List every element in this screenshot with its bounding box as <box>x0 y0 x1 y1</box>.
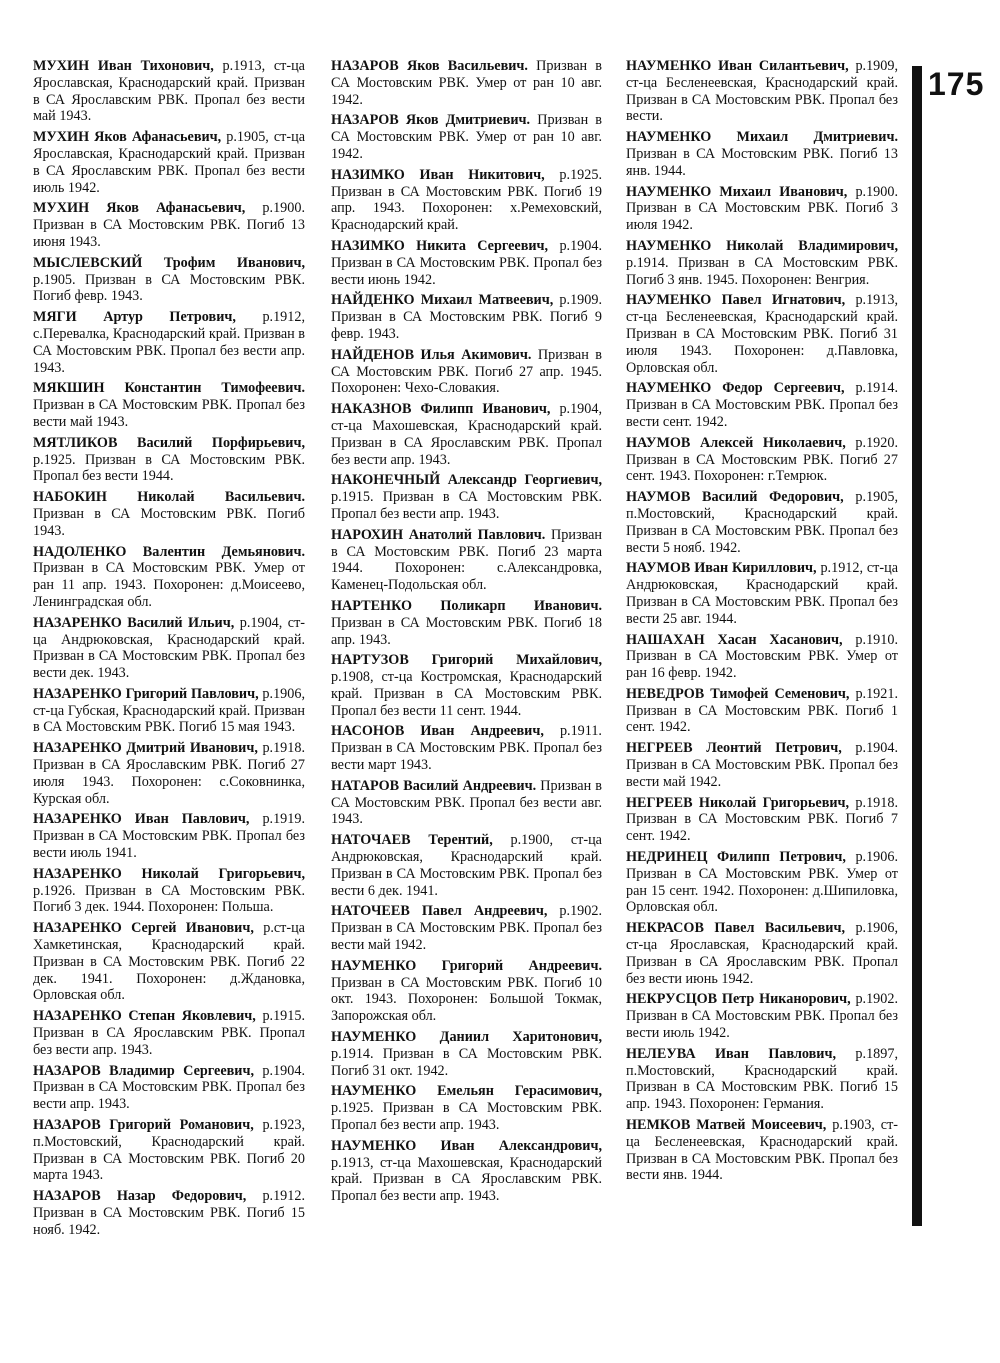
memorial-entry <box>626 380 898 430</box>
entry-text: р.1918. Призван в СА Мостовским РВК. Погиб 7 сент. 1942. <box>626 794 898 845</box>
entry-name: НАРТУЗОВ Григорий Михайлович, <box>331 652 602 669</box>
entry-name: НАЗАРОВ Григорий Романович, <box>33 1117 254 1134</box>
entry-text: р.1925. Призван в СА Мостовским РВК. Пропал без вести 1944. <box>33 451 305 485</box>
entry-text: р.1903, ст-ца Бесленеевская, Краснодарский край. Призван в СА Мостовским РВК. Пропал без вести янв. 1944. <box>626 1117 898 1184</box>
entry-name: НАУМЕНКО Михаил Иванович, <box>626 183 848 200</box>
entry-name: МЫСЛЕВСКИЙ Трофим Иванович, <box>33 254 305 271</box>
entry-text: р.1910. Призван в СА Мостовским РВК. Умер от ран 16 февр. 1942. <box>626 631 898 682</box>
memorial-entry <box>331 778 602 828</box>
entry-text: р.1900. Призван в СА Мостовским РВК. Погиб 13 июня 1943. <box>33 200 305 250</box>
entry-text: р.1905, ст-ца Ярославская, Краснодарский край. Призван в СА Ярославским РВК. Пропал без вести июль 1942. <box>33 129 305 196</box>
memorial-entry <box>626 740 898 790</box>
entry-text: Призван в СА Мостовским РВК. Погиб 13 янв. 1944. <box>626 145 898 179</box>
entry-text: р.1912, ст-ца Андрюковская, Краснодарский край. Призван в СА Мостовским РВК. Пропал без вести 25 авг. 1944. <box>626 560 898 627</box>
memorial-entry <box>331 598 602 648</box>
entry-text: р.1900, ст-ца Андрюковская, Краснодарский край. Призван в СА Мостовским РВК. Пропал без вести 6 дек. 1941. <box>331 832 602 899</box>
memorial-entry <box>626 435 898 485</box>
entry-name: НАКОНЕЧНЫЙ Александр Георгиевич, <box>331 472 602 489</box>
entry-name: НАЗАРЕНКО Иван Павлович, <box>33 811 250 828</box>
column-2 <box>331 58 602 1209</box>
memorial-entry <box>626 686 898 736</box>
memorial-entry <box>33 686 305 736</box>
entry-name: МЯГИ Артур Петрович, <box>33 309 236 326</box>
memorial-entry <box>626 560 898 627</box>
memorial-entry <box>33 489 305 539</box>
memorial-entry <box>626 238 898 288</box>
entry-text: Призван в СА Мостовским РВК. Погиб 27 апр. 1945. Похоронен: Чехо-Словакия. <box>331 346 602 397</box>
entry-name: НАЗАРОВ Владимир Сергеевич, <box>33 1062 255 1079</box>
memorial-entry <box>626 920 898 987</box>
entry-text: р.1909, ст-ца Бесленеевская, Краснодарский край. Призван в СА Мостовским РВК. Пропал без вести. <box>626 58 899 125</box>
entry-text: р.1911. Призван в СА Мостовским РВК. Пропал без вести март 1943. <box>331 723 602 774</box>
entry-name: НАКАЗНОВ Филипп Иванович, <box>331 401 551 418</box>
memorial-entry <box>331 527 602 594</box>
entry-text: р.1921. Призван в СА Мостовским РВК. Погиб 1 сент. 1942. <box>626 685 898 736</box>
entry-name: НАЙДЕНОВ Илья Акимович. <box>331 346 532 363</box>
entry-name: НАУМЕНКО Даниил Харитонович, <box>331 1029 602 1046</box>
memorial-entry <box>331 1138 602 1205</box>
entry-name: НАЗАРОВ Назар Федорович, <box>33 1188 247 1205</box>
memorial-entry <box>33 1188 305 1238</box>
entry-name: НАЗАРОВ Яков Васильевич. <box>331 58 528 74</box>
entry-text: р.1915. Призван в СА Ярославским РВК. Пропал без вести апр. 1943. <box>33 1008 305 1058</box>
memorial-entry <box>626 129 898 179</box>
memorial-entry <box>33 309 305 376</box>
entry-text: р.1918. Призван в СА Ярославским РВК. Погиб 27 июля 1943. Похоронен: с.Соковнинка, Курская обл. <box>33 740 306 807</box>
entry-name: МУХИН Яков Афанасьевич, <box>33 200 246 217</box>
entry-text: р.1925. Призван в СА Мостовским РВК. Погиб 19 апр. 1943. Похоронен: х.Ремеховский, Краснодарский край. <box>331 166 602 234</box>
memorial-entry <box>331 1029 602 1079</box>
entry-name: НАТАРОВ Василий Андреевич. <box>331 777 537 794</box>
memorial-entry <box>626 632 898 682</box>
entry-text: Призван в СА Мостовским РВК. Пропал без вести май 1943. <box>33 397 305 430</box>
entry-name: НЕКРУСЦОВ Петр Никанорович, <box>626 991 851 1008</box>
entry-text: р.1906, ст-ца Ярославская, Краснодарский край. Призван в СА Ярославским РВК. Пропал без вести июнь 1942. <box>626 920 899 987</box>
entry-text: р.1925. Призван в СА Мостовским РВК. Пропал без вести апр. 1943. <box>331 1100 602 1134</box>
entry-name: НАТОЧЕЕВ Павел Андреевич, <box>331 903 548 920</box>
entry-name: НЕМКОВ Матвей Моисеевич, <box>626 1117 827 1134</box>
memorial-entry <box>33 1063 305 1113</box>
entry-name: НАЗАРОВ Яков Дмитриевич. <box>331 112 531 129</box>
memorial-entry <box>331 238 602 288</box>
entry-name: НАУМЕНКО Федор Сергеевич, <box>626 380 845 397</box>
entry-name: НАЗАРЕНКО Василий Ильич, <box>33 614 235 631</box>
entry-name: НАУМЕНКО Михаил Дмитриевич. <box>626 129 898 146</box>
memorial-entry <box>33 255 305 305</box>
entry-text: р.1914. Призван в СА Мостовским РВК. Погиб 3 янв. 1945. Похоронен: Венгрия. <box>626 254 898 288</box>
memorial-entry <box>626 991 898 1041</box>
entry-name: НАУМЕНКО Григорий Андреевич. <box>331 957 602 974</box>
memorial-entry <box>626 58 898 125</box>
entry-text: р.1923, п.Мостовский, Краснодарский край. Призван в СА Мостовским РВК. Погиб 20 марта 1943. <box>33 1117 305 1184</box>
memorial-entry <box>331 347 602 397</box>
memorial-entry <box>331 958 602 1025</box>
memorial-entry <box>33 1008 305 1058</box>
entry-name: НЕКРАСОВ Павел Васильевич, <box>626 920 846 937</box>
memorial-entry <box>626 292 898 376</box>
entry-text: р.1905. Призван в СА Мостовским РВК. Погиб февр. 1943. <box>33 271 305 305</box>
entry-text: р.1913, ст-ца Махошевская, Краснодарский край. Призван в СА Ярославским РВК. Пропал без вести апр. 1943. <box>331 1154 602 1205</box>
memorial-entry <box>331 832 602 899</box>
entry-name: НАРОХИН Анатолий Павлович. <box>331 526 546 543</box>
memorial-entry <box>33 58 305 125</box>
memorial-entry <box>33 615 305 682</box>
entry-text: Призван в СА Мостовским РВК. Погиб 18 апр. 1943. <box>331 614 602 648</box>
entry-name: НАЗАРЕНКО Григорий Павлович, <box>33 685 259 702</box>
memorial-entry <box>331 167 602 234</box>
margin-rule <box>912 66 922 1226</box>
entry-text: р.1914. Призван в СА Мостовским РВК. Пропал без вести сент. 1942. <box>626 380 899 430</box>
entry-text: Призван в СА Мостовским РВК. Умер от ран 10 авг. 1942. <box>331 112 602 162</box>
entry-name: НАТОЧАЕВ Терентий, <box>331 832 493 849</box>
entry-text: Призван в СА Мостовским РВК. Погиб 1943. <box>33 505 305 539</box>
entry-text: Призван в СА Мостовским РВК. Погиб 10 окт. 1943. Похоронен: Большой Токмак, Запорожская обл. <box>331 974 602 1025</box>
entry-text: р.1902. Призван в СА Мостовским РВК. Пропал без вести май 1942. <box>331 903 602 954</box>
page-number: 175 <box>928 66 985 102</box>
entry-name: НЕВЕДРОВ Тимофей Семенович, <box>626 685 850 702</box>
memorial-entry <box>626 489 898 556</box>
entry-name: НАУМЕНКО Емельян Герасимович, <box>331 1083 602 1100</box>
entry-text: р.1900. Призван в СА Мостовским РВК. Погиб 3 июля 1942. <box>626 183 899 234</box>
entry-name: МЯКШИН Константин Тимофеевич. <box>33 380 305 397</box>
entry-text: р.1906. Призван в СА Мостовским РВК. Умер от ран 15 сент. 1942. Похоронен: д.Шипиловка, Орловская обл. <box>626 849 899 916</box>
entry-name: НАШАХАН Хасан Хасанович, <box>626 631 843 648</box>
memorial-entry <box>331 472 602 522</box>
memorial-entry <box>33 544 305 611</box>
entry-name: НАСОНОВ Иван Андреевич, <box>331 723 544 740</box>
entry-text: р.1908, ст-ца Костромская, Краснодарский край. Призван в СА Мостовским РВК. Пропал без вести 11 сент. 1944. <box>331 669 602 719</box>
entry-name: НЕДРИНЕЦ Филипп Петрович, <box>626 849 846 866</box>
entry-text: р.1905, п.Мостовский, Краснодарский край. Призван в СА Мостовским РВК. Пропал без вести 5 нояб. 1942. <box>626 489 898 556</box>
entry-name: НАЗИМКО Никита Сергеевич, <box>331 237 549 254</box>
memorial-entry <box>33 866 305 916</box>
memorial-entry <box>626 849 898 916</box>
memorial-entry <box>33 1117 305 1184</box>
entry-text: р.1926. Призван в СА Мостовским РВК. Погиб 3 дек. 1944. Похоронен: Польша. <box>33 882 305 916</box>
memorial-entry <box>626 795 898 845</box>
entry-text: р.1915. Призван в СА Мостовским РВК. Пропал без вести апр. 1943. <box>331 489 602 522</box>
entry-text: р.1913, ст-ца Бесленеевская, Краснодарский край. Призван в СА Мостовским РВК. Погиб 31 июля 1943. Похоронен: д.Павловка, Орловская обл. <box>626 292 898 376</box>
entry-text: Призван в СА Мостовским РВК. Умер от ран 10 авг. 1942. <box>331 58 602 108</box>
entry-name: НАЗАРЕНКО Степан Яковлевич, <box>33 1008 256 1025</box>
memorial-entry <box>331 1083 602 1133</box>
column-1 <box>33 58 305 1243</box>
entry-name: НАБОКИН Николай Васильевич. <box>33 489 305 506</box>
memorial-entry <box>33 811 305 861</box>
entry-text: р.1912. Призван в СА Мостовским РВК. Погиб 15 нояб. 1942. <box>33 1188 306 1238</box>
entry-text: Призван в СА Мостовским РВК. Погиб 23 марта 1944. Похоронен: с.Александровка, Каменец-Подольская обл. <box>331 526 602 594</box>
entry-name: НАУМОВ Алексей Николаевич, <box>626 434 846 451</box>
entry-name: НАРТЕНКО Поликарп Иванович. <box>331 597 602 614</box>
memorial-entry <box>331 723 602 773</box>
entry-name: НАУМЕНКО Иван Силантьевич, <box>626 58 849 74</box>
memorial-entry <box>33 200 305 250</box>
entry-text: Призван в СА Мостовским РВК. Пропал без вести авг. 1943. <box>331 777 602 828</box>
entry-text: р.1904. Призван в СА Мостовским РВК. Пропал без вести май 1942. <box>626 740 898 790</box>
entry-name: НЕГРЕЕВ Леонтий Петрович, <box>626 740 842 757</box>
memorial-entry <box>331 903 602 953</box>
entry-text: р.1904, ст-ца Махошевская, Краснодарский край. Призван в СА Ярославским РВК. Пропал без вести апр. 1943. <box>331 401 603 468</box>
entry-name: НАУМЕНКО Иван Александрович, <box>331 1137 602 1154</box>
entry-text: р.1914. Призван в СА Мостовским РВК. Погиб 31 окт. 1942. <box>331 1045 602 1079</box>
memorial-entry <box>331 292 602 342</box>
entry-text: р.1920. Призван в СА Мостовским РВК. Погиб 27 сент. 1943. Похоронен: г.Темрюк. <box>626 434 898 485</box>
entry-name: НАЙДЕНКО Михаил Матвеевич, <box>331 292 554 309</box>
memorial-entry <box>33 920 305 1004</box>
memorial-entry <box>331 112 602 162</box>
entry-name: НАУМЕНКО Николай Владимирович, <box>626 237 898 254</box>
entry-text: р.1912, с.Перевалка, Краснодарский край. Призван в СА Мостовским РВК. Пропал без вести апр. 1943. <box>33 309 306 376</box>
entry-name: НЕГРЕЕВ Николай Григорьевич, <box>626 794 850 811</box>
entry-name: НАУМЕНКО Павел Игнатович, <box>626 292 846 309</box>
entry-name: НАЗАРЕНКО Дмитрий Иванович, <box>33 740 258 757</box>
entry-name: НАЗАРЕНКО Сергей Иванович, <box>33 920 254 937</box>
entry-name: МУХИН Иван Тихонович, <box>33 58 214 74</box>
memorial-entry <box>331 652 602 719</box>
entry-name: НАЗАРЕНКО Николай Григорьевич, <box>33 865 305 882</box>
column-3 <box>626 58 898 1188</box>
memorial-entry <box>331 58 602 108</box>
entry-name: НАЗИМКО Иван Никитович, <box>331 166 545 183</box>
entry-name: МЯТЛИКОВ Василий Порфирьевич, <box>33 434 305 451</box>
entry-text: р.ст-ца Хамкетинская, Краснодарский край. Призван в СА Мостовским РВК. Погиб 22 дек. 1941. Похоронен: д.Ждановка, Орловская обл. <box>33 920 305 1004</box>
entry-name: МУХИН Яков Афанасьевич, <box>33 129 222 146</box>
memorial-entry <box>626 1046 898 1113</box>
memorial-entry <box>33 380 305 430</box>
entry-text: р.1904. Призван в СА Мостовским РВК. Пропал без вести апр. 1943. <box>33 1062 305 1113</box>
memorial-entry <box>33 129 305 196</box>
memorial-entry <box>626 1117 898 1184</box>
memorial-entry <box>33 435 305 485</box>
entry-text: р.1897, п.Мостовский, Краснодарский край. Призван в СА Мостовским РВК. Погиб 15 апр. 1943. Похоронен: Германия. <box>626 1045 898 1113</box>
entry-text: р.1906, ст-ца Губская, Краснодарский край. Призван в СА Мостовским РВК. Погиб 15 мая 1943. <box>33 685 305 736</box>
entry-name: НЕЛЕУВА Иван Павлович, <box>626 1045 837 1062</box>
entry-text: р.1909. Призван в СА Мостовским РВК. Погиб 9 февр. 1943. <box>331 292 602 342</box>
entry-text: р.1919. Призван в СА Мостовским РВК. Пропал без вести июль 1941. <box>33 811 306 862</box>
entry-text: р.1904, ст-ца Андрюковская, Краснодарский край. Призван в СА Мостовским РВК. Пропал без вести дек. 1943. <box>33 614 305 682</box>
entry-text: р.1902. Призван в СА Мостовским РВК. Пропал без вести июль 1942. <box>626 991 899 1042</box>
entry-name: НАУМОВ Иван Кириллович, <box>626 560 817 577</box>
entry-text: Призван в СА Мостовским РВК. Умер от ран 11 апр. 1943. Похоронен: д.Моисеево, Ленинградская обл. <box>33 560 305 610</box>
memorial-entry <box>33 740 305 807</box>
entry-name: НАДОЛЕНКО Валентин Демьянович. <box>33 543 305 560</box>
memorial-entry <box>626 184 898 234</box>
memorial-entry <box>331 401 602 468</box>
entry-text: р.1904. Призван в СА Мостовским РВК. Пропал без вести июнь 1942. <box>331 237 602 288</box>
entry-text: р.1913, ст-ца Ярославская, Краснодарский край. Призван в СА Ярославским РВК. Пропал без вести май 1943. <box>33 58 305 125</box>
entry-name: НАУМОВ Василий Федорович, <box>626 489 844 506</box>
